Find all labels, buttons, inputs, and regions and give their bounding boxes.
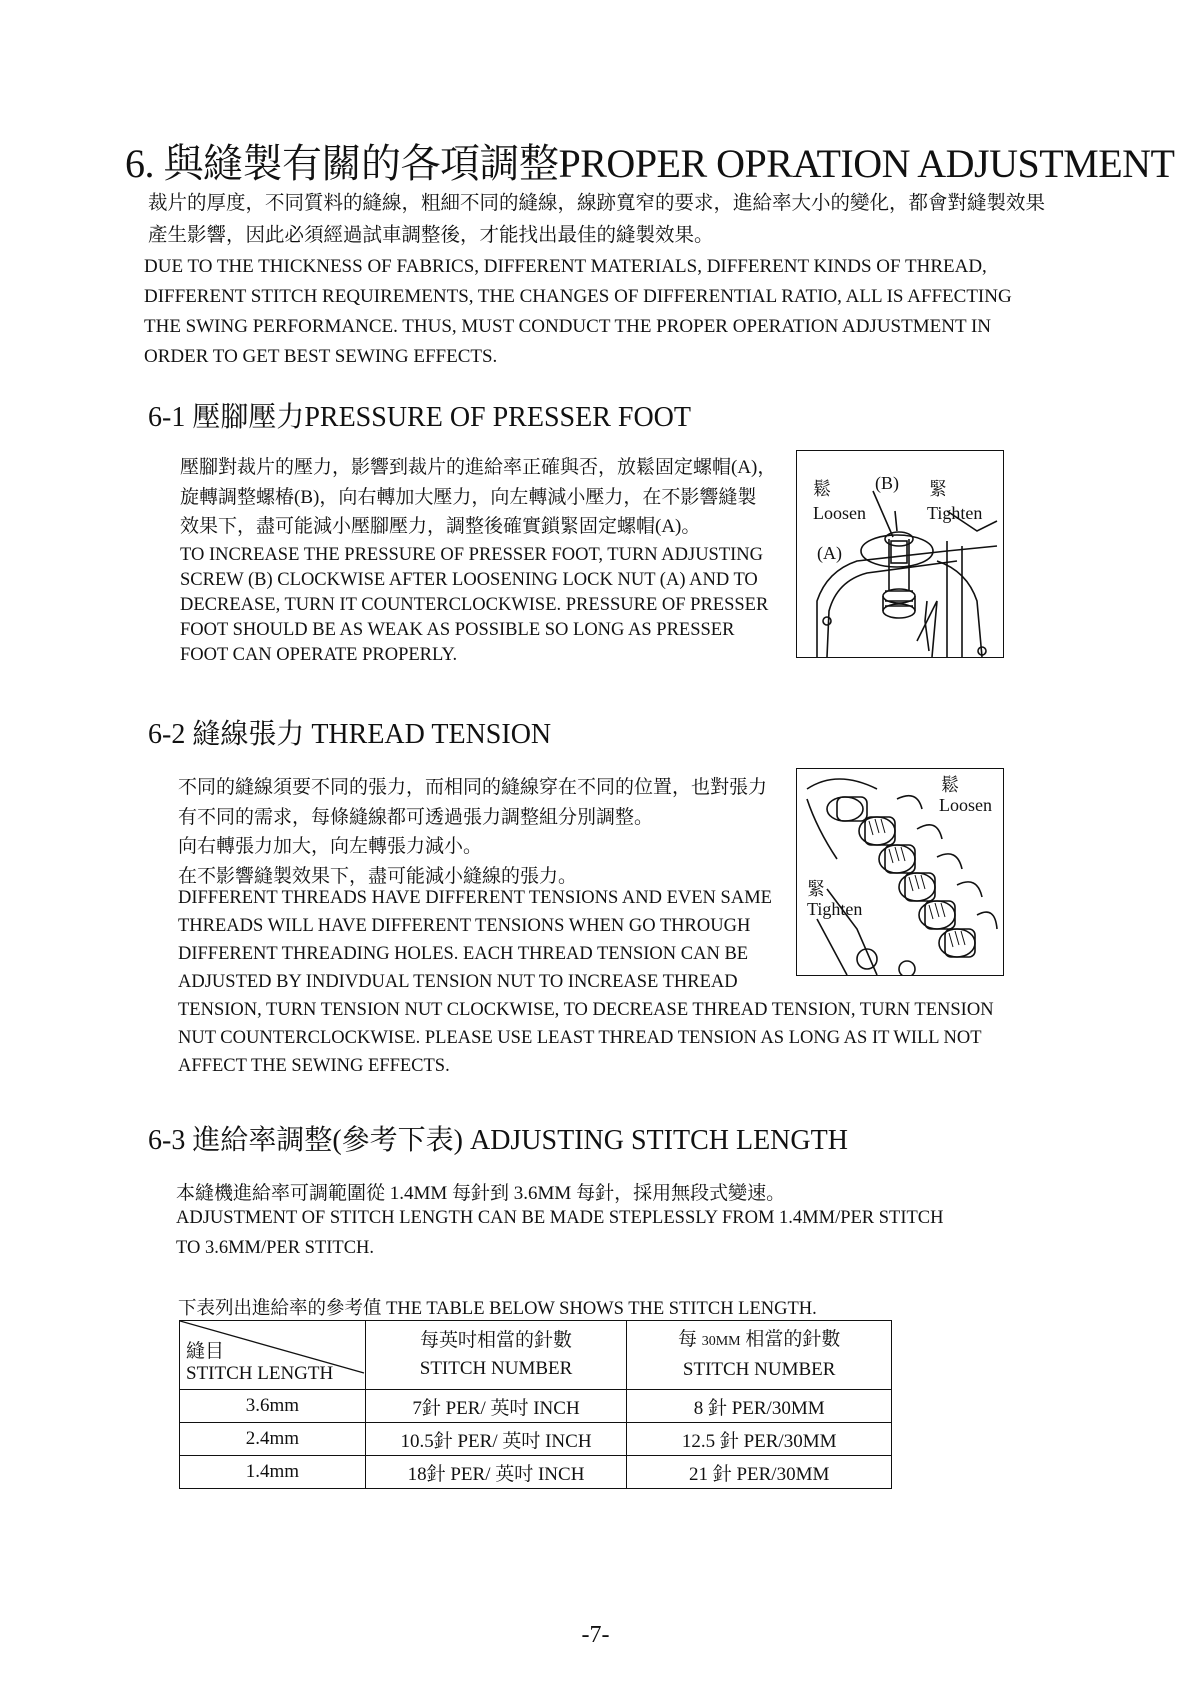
presser-foot-figure [796, 450, 1004, 658]
section-1-en [180, 545, 768, 670]
tighten-en-label: Tighten [927, 503, 983, 523]
page-title [125, 132, 1174, 189]
section-1-zh [180, 452, 776, 541]
table-cell-per-30mm: 8 針 PER/30MM [627, 1390, 892, 1423]
table-cell-length: 3.6mm [180, 1390, 366, 1423]
intro-en [144, 252, 1012, 372]
section-1-en-line: TO INCREASE THE PRESSURE OF PRESSER FOOT, TURN ADJUSTING [180, 545, 764, 565]
section-2-en-line: AFFECT THE SEWING EFFECTS. [178, 1056, 450, 1076]
tighten-zh-label: 緊 [807, 879, 825, 899]
intro-zh [148, 188, 1045, 252]
loosen-zh-label: 鬆 [813, 479, 831, 499]
col2-en: STITCH NUMBER [682, 1359, 836, 1380]
section-1-en-line: DECREASE, TURN IT COUNTERCLOCKWISE. PRESSURE OF PRESSER [180, 595, 769, 615]
thread-tension-figure [796, 768, 1004, 976]
corner-zh: 縫目 [186, 1341, 225, 1362]
section-3-en-line: TO 3.6MM/PER STITCH. [176, 1238, 375, 1258]
intro-en-line: ORDER TO GET BEST SEWING EFFECTS. [144, 346, 498, 367]
heading-number: 6. [125, 141, 154, 186]
section-2-en-line: NUT COUNTERCLOCKWISE. PLEASE USE LEAST THREAD TENSION AS LONG AS IT WILL NOT [178, 1028, 982, 1048]
loosen-en-label: Loosen [939, 795, 992, 815]
section-1-heading: 6-1 壓腳壓力PRESSURE OF PRESSER FOOT [148, 402, 692, 433]
b-label: (B) [875, 473, 899, 493]
section-3-heading: 6-3 進給率調整(參考下表) ADJUSTING STITCH LENGTH [148, 1125, 848, 1156]
a-label: (A) [817, 543, 842, 563]
table-cell-per-30mm: 21 針 PER/30MM [627, 1456, 892, 1489]
col2-zh: 每 30MM 相當的針數 [677, 1329, 841, 1350]
section-2-en-line: DIFFERENT THREADING HOLES. EACH THREAD TENSION CAN BE [178, 944, 749, 964]
section-1-zh-line: 旋轉調整螺椿(B)，向右轉加大壓力，向左轉減小壓力，在不影響縫製 [180, 486, 757, 508]
section-3-en-line: ADJUSTMENT OF STITCH LENGTH CAN BE MADE STEPLESSLY FROM 1.4MM/PER STITCH [176, 1208, 944, 1228]
table-cell-per-30mm: 12.5 針 PER/30MM [627, 1423, 892, 1456]
table-row [180, 1390, 892, 1423]
table-row [180, 1456, 892, 1489]
col1-zh: 每英吋相當的針數 [420, 1330, 573, 1351]
heading-zh: 與縫製有關的各項調整 [163, 141, 559, 186]
section-2-zh-line: 在不影響縫製效果下，盡可能減小縫線的張力。 [178, 865, 578, 887]
section-3-zh: 本縫機進給率可調範圍從 1.4MM 每針到 3.6MM 每針，採用無段式變速。 [176, 1183, 786, 1204]
corner-en: STITCH LENGTH [186, 1363, 334, 1384]
section-3-en [176, 1208, 944, 1268]
loosen-en-label: Loosen [813, 503, 866, 523]
loosen-zh-label: 鬆 [941, 775, 959, 795]
table-header-cell [365, 1321, 627, 1390]
table-cell-per-inch: 7針 PER/ 英吋 INCH [365, 1390, 627, 1423]
stitch-table [179, 1320, 892, 1489]
table-caption: 下表列出進給率的參考值 THE TABLE BELOW SHOWS THE STITCH LENGTH. [178, 1299, 817, 1319]
table-header-row [180, 1321, 892, 1390]
section-1-zh-line: 壓腳對裁片的壓力，影響到裁片的進給率正確與否，放鬆固定螺帽(A)， [180, 457, 777, 478]
page-number: -7- [581, 1622, 610, 1648]
heading-en: PROPER OPRATION ADJUSTMENT [558, 141, 1175, 186]
section-2-heading: 6-2 縫線張力 THREAD TENSION [148, 719, 552, 750]
section-2-zh-line: 向右轉張力加大，向左轉張力減小。 [178, 836, 483, 857]
table-row [180, 1423, 892, 1456]
intro-zh-line: 產生影響，因此必須經過試車調整後，才能找出最佳的縫製效果。 [148, 225, 714, 246]
tighten-zh-label: 緊 [929, 479, 947, 499]
section-2-zh-line: 有不同的需求，每條縫線都可透過張力調整組分別調整。 [178, 806, 654, 828]
tighten-en-label: Tighten [807, 899, 863, 919]
table-cell-length: 1.4mm [180, 1456, 366, 1489]
table-cell-per-inch: 10.5針 PER/ 英吋 INCH [365, 1423, 627, 1456]
table-cell-length: 2.4mm [180, 1423, 366, 1456]
intro-en-line: THE SWING PERFORMANCE. THUS, MUST CONDUCT THE PROPER OPERATION ADJUSTMENT IN [144, 316, 992, 337]
section-1-en-line: FOOT SHOULD BE AS WEAK AS POSSIBLE SO LONG AS PRESSER [180, 620, 735, 640]
section-1-zh-line: 效果下，盡可能減小壓腳壓力，調整後確實鎖緊固定螺帽(A)。 [180, 516, 701, 537]
table-header-cell [627, 1321, 892, 1390]
intro-en-line: DIFFERENT STITCH REQUIREMENTS, THE CHANGES OF DIFFERENTIAL RATIO, ALL IS AFFECTING [144, 286, 1012, 307]
section-1-en-line: SCREW (B) CLOCKWISE AFTER LOOSENING LOCK NUT (A) AND TO [180, 570, 758, 590]
section-2-en-line: ADJUSTED BY INDIVDUAL TENSION NUT TO INCREASE THREAD [178, 972, 738, 992]
col1-en: STITCH NUMBER [419, 1358, 573, 1379]
table-cell-per-inch: 18針 PER/ 英吋 INCH [365, 1456, 627, 1489]
section-1-en-line: FOOT CAN OPERATE PROPERLY. [180, 645, 458, 665]
section-2-en-line: DIFFERENT THREADS HAVE DIFFERENT TENSIONS AND EVEN SAME [178, 888, 772, 908]
intro-zh-line: 裁片的厚度，不同質料的縫線，粗細不同的縫線，線跡寬窄的要求，進給率大小的變化，都會對縫製效果 [148, 193, 1046, 214]
section-2-zh-line: 不同的縫線須要不同的張力，而相同的縫線穿在不同的位置，也對張力 [178, 777, 768, 798]
section-2-zh [178, 772, 767, 890]
section-2-en-line: THREADS WILL HAVE DIFFERENT TENSIONS WHEN GO THROUGH [178, 916, 751, 936]
intro-en-line: DUE TO THE THICKNESS OF FABRICS, DIFFERENT MATERIALS, DIFFERENT KINDS OF THREAD, [144, 256, 987, 277]
section-2-en-line: TENSION, TURN TENSION NUT CLOCKWISE, TO DECREASE THREAD TENSION, TURN TENSION [178, 1000, 994, 1020]
table-corner-cell [180, 1321, 366, 1390]
